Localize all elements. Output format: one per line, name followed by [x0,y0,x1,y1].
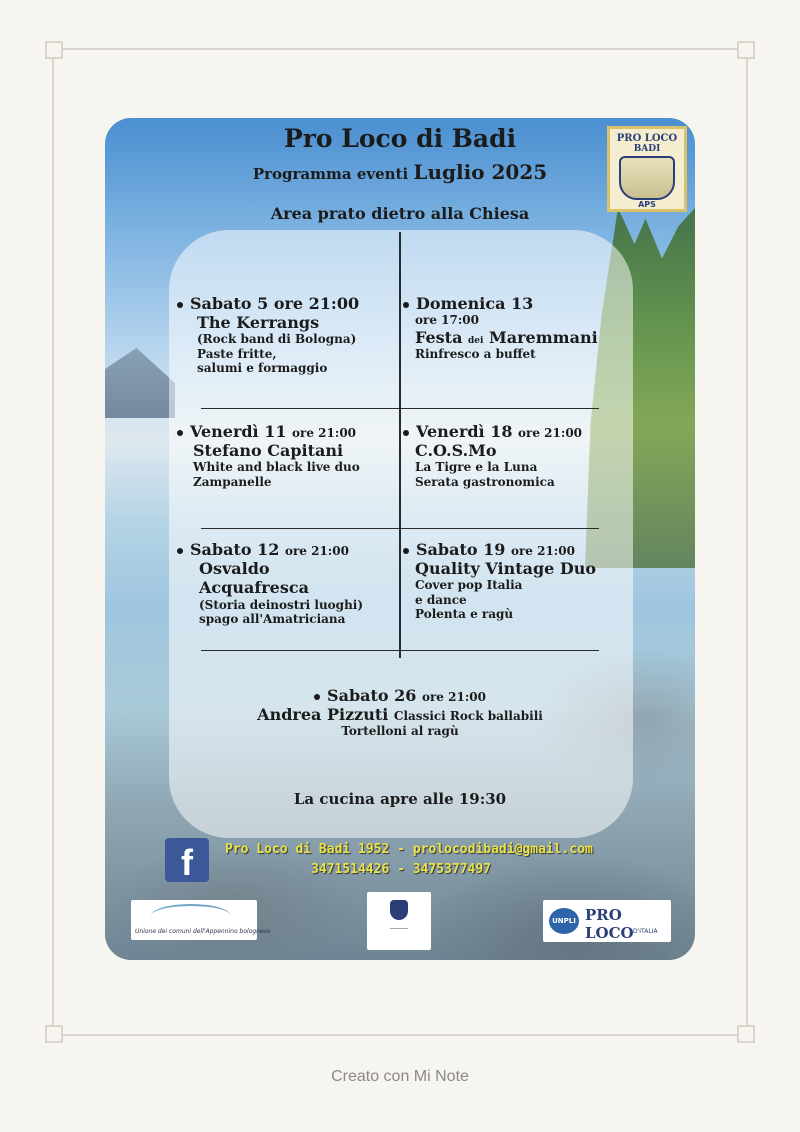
event-detail: Rinfresco a buffet [415,346,536,361]
event-time: ore 21:00 [518,426,583,440]
bullet-icon [403,302,409,308]
event-name: Andrea Pizzuti [257,705,389,725]
event-name: C.O.S.Mo [415,441,497,461]
subtitle-prefix: Programma eventi [252,165,409,183]
event-time: ore 21:00 [284,544,349,558]
event-head: Sabato 5 ore 21:00 [190,294,360,313]
wave-icon [151,904,231,928]
contact-info [225,840,593,880]
event-name [403,328,598,347]
event-head: Domenica 13 [416,294,534,313]
pro-loco-badge-logo [607,126,687,212]
event-name: The Kerrangs [197,313,320,333]
event-head: Sabato 19 [416,540,506,559]
event-head: Venerdì 11 [190,422,287,441]
bullet-icon [177,548,183,554]
event-detail: spago all'Amatriciana [199,611,346,626]
crest-icon [619,156,675,200]
crest-icon [390,900,408,920]
event-name-part: Maremmani [489,327,598,347]
event-venerdi-18 [403,422,582,489]
event-name: Acquafresca [199,578,309,598]
event-time: ore 21:00 [421,690,486,704]
bullet-icon [403,548,409,554]
event-detail: Classici Rock ballabili [393,709,543,724]
pro-loco-wordmark: PRO LOCO [585,906,634,942]
grid-divider-vertical [399,232,401,658]
event-head: Sabato 12 [190,540,280,559]
event-time: ore 21:00 [292,426,357,440]
event-detail: (Rock band di Bologna) [197,332,357,347]
event-detail: (Storia deinostri luoghi) [199,597,364,612]
event-sabato-26 [105,686,695,739]
badge-line2: BADI [633,144,661,154]
event-detail: La Tigre e la Luna [415,460,538,475]
event-name-part: dei [468,335,484,346]
comune-logo [367,892,431,950]
badge-line1: PRO LOCO [616,133,678,144]
event-detail: Tortelloni al ragù [341,724,459,739]
event-detail: e dance [415,592,467,607]
event-area: Area prato dietro alla Chiesa [270,204,530,223]
grid-divider-horizontal [201,650,599,651]
contact-phone-line: 3471514426 - 3475377497 [311,862,492,878]
event-sabato-5 [177,294,359,376]
event-head: Sabato 26 [327,686,417,705]
bullet-icon [403,430,409,436]
facebook-icon: f [165,838,209,882]
created-with-label: Creato con Mi Note [331,1068,469,1085]
poster-title: Pro Loco di Badi [283,124,517,153]
event-detail: Polenta e ragù [415,607,514,622]
event-name: Stefano Capitani [193,441,344,461]
contact-email-line: Pro Loco di Badi 1952 - prolocodibadi@gmail.com [225,842,593,857]
unione-comuni-logo [131,900,271,940]
grid-divider-horizontal [201,528,599,529]
subtitle-month: Luglio 2025 [413,160,548,184]
logo-caption: Unione dei comuni dell'Appennino bolognese [135,928,271,935]
event-poster-image[interactable] [105,118,695,960]
event-detail: White and black live duo [193,460,360,475]
bullet-icon [177,430,183,436]
event-head: Venerdì 18 [416,422,513,441]
event-detail: salumi e formaggio [197,361,328,376]
event-venerdi-11 [177,422,360,489]
frame-corner [737,1025,755,1043]
event-domenica-13 [403,294,598,361]
event-sabato-12 [177,540,363,626]
event-name-line [105,705,695,724]
frame-corner [45,41,63,59]
pro-loco-subtitle: D'ITALIA [633,928,658,935]
event-detail: Paste fritte, [197,346,277,361]
event-time: ore 17:00 [415,313,479,328]
logo-caption-lines: ────── [389,926,409,932]
kitchen-opening: La cucina apre alle 19:30 [293,790,507,808]
event-name-part: Festa [415,327,463,347]
event-name: Quality Vintage Duo [415,559,597,579]
event-time: ore 21:00 [510,544,575,558]
mountain-graphic [105,348,175,418]
bullet-icon [314,694,320,700]
grid-divider-horizontal [201,408,599,409]
unpli-icon: UNPLI [549,908,579,934]
event-sabato-19 [403,540,596,622]
event-detail: Zampanelle [193,474,272,489]
unpli-pro-loco-logo [543,900,671,942]
event-detail: Serata gastronomica [415,474,555,489]
event-name: Osvaldo [199,559,270,579]
frame-corner [737,41,755,59]
frame-corner [45,1025,63,1043]
event-detail: Cover pop Italia [415,578,523,593]
bullet-icon [177,302,183,308]
badge-line3: APS [638,200,656,209]
